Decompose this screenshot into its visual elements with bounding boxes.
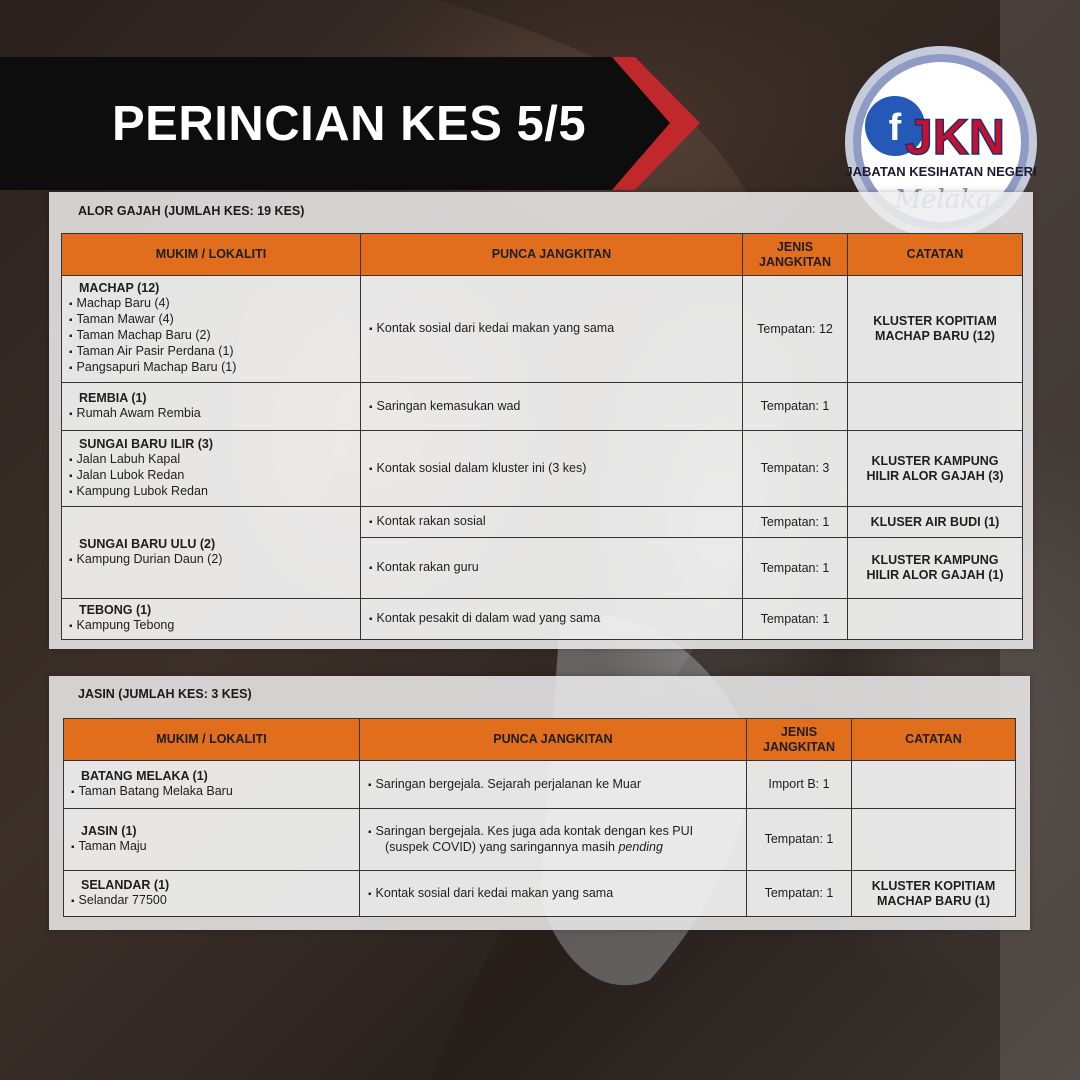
type-cell: Tempatan: 1 bbox=[743, 599, 848, 640]
table-row bbox=[62, 383, 1023, 431]
note-cell: KLUSTER KAMPUNG HILIR ALOR GAJAH (1) bbox=[848, 538, 1023, 599]
location-cell bbox=[64, 761, 360, 809]
table-row bbox=[64, 809, 1016, 871]
source-cell bbox=[361, 383, 743, 431]
table-row bbox=[64, 871, 1016, 917]
page-title: PERINCIAN KES 5/5 bbox=[112, 97, 587, 151]
type-cell: Tempatan: 1 bbox=[743, 507, 848, 538]
logo-subtitle: JABATAN KESIHATAN NEGERI bbox=[845, 164, 1037, 179]
mukim-title: TEBONG (1) bbox=[79, 603, 152, 617]
location-cell bbox=[62, 276, 361, 383]
note-cell bbox=[852, 761, 1016, 809]
source-cell bbox=[361, 599, 743, 640]
mukim-title: BATANG MELAKA (1) bbox=[81, 768, 208, 783]
mukim-title: SELANDAR (1) bbox=[81, 877, 170, 892]
column-header-type: JENIS JANGKITAN bbox=[747, 719, 852, 761]
mukim-title: SUNGAI BARU ILIR (3) bbox=[79, 436, 214, 451]
column-header-note: CATATAN bbox=[848, 234, 1023, 276]
column-header-type: JENIS JANGKITAN bbox=[743, 234, 848, 276]
source-cell bbox=[361, 507, 743, 538]
type-cell: Tempatan: 3 bbox=[743, 431, 848, 507]
mukim-title: JASIN (1) bbox=[81, 823, 137, 838]
source-text: ▪ Kontak pesakit di dalam wad yang sama bbox=[369, 611, 600, 625]
locality-item: ▪ Taman Maju bbox=[71, 839, 353, 855]
locality-item: ▪ Taman Machap Baru (2) bbox=[69, 328, 354, 344]
locality-item: ▪ Taman Mawar (4) bbox=[69, 312, 354, 328]
source-text: ▪ Saringan bergejala. Sejarah perjalanan ke Muar bbox=[368, 777, 641, 791]
alor-gajah-heading: ALOR GAJAH (JUMLAH KES: 19 KES) bbox=[78, 204, 305, 218]
type-cell: Tempatan: 1 bbox=[747, 871, 852, 917]
note-cell: KLUSTER KOPITIAM MACHAP BARU (1) bbox=[852, 871, 1016, 917]
source-text: ▪ Kontak rakan sosial bbox=[369, 514, 486, 528]
locality-item: ▪ Kampung Tebong bbox=[69, 618, 354, 634]
note-cell: KLUSTER KAMPUNG HILIR ALOR GAJAH (3) bbox=[848, 431, 1023, 507]
note-cell bbox=[848, 599, 1023, 640]
column-header-note: CATATAN bbox=[852, 719, 1016, 761]
alor-gajah-panel bbox=[49, 192, 1033, 649]
table-row bbox=[62, 507, 1023, 538]
source-cell bbox=[360, 761, 747, 809]
location-cell bbox=[62, 507, 361, 599]
logo-name: JKN bbox=[904, 109, 1006, 165]
location-cell bbox=[62, 599, 361, 640]
jasin-panel bbox=[49, 676, 1030, 930]
table-row bbox=[62, 431, 1023, 507]
locality-item: ▪ Pangsapuri Machap Baru (1) bbox=[69, 360, 354, 376]
source-text: ▪ Saringan kemasukan wad bbox=[369, 399, 520, 413]
note-cell: KLUSER AIR BUDI (1) bbox=[848, 507, 1023, 538]
locality-item: ▪ Machap Baru (4) bbox=[69, 296, 354, 312]
source-cell bbox=[361, 276, 743, 383]
type-cell: Tempatan: 1 bbox=[747, 809, 852, 871]
locality-item: ▪ Taman Batang Melaka Baru bbox=[71, 784, 353, 800]
type-cell: Import B: 1 bbox=[747, 761, 852, 809]
locality-item: ▪ Taman Air Pasir Perdana (1) bbox=[69, 344, 354, 360]
svg-text:f: f bbox=[888, 107, 902, 149]
table-header-row bbox=[64, 719, 1016, 761]
location-cell bbox=[64, 871, 360, 917]
source-text-continued bbox=[368, 840, 746, 855]
column-header-source: PUNCA JANGKITAN bbox=[360, 719, 747, 761]
type-cell: Tempatan: 12 bbox=[743, 276, 848, 383]
jasin-heading: JASIN (JUMLAH KES: 3 KES) bbox=[78, 687, 252, 701]
table-row bbox=[62, 599, 1023, 640]
source-cell bbox=[360, 871, 747, 917]
locality-item: ▪ Jalan Labuh Kapal bbox=[69, 452, 354, 468]
locality-item: ▪ Selandar 77500 bbox=[71, 893, 353, 909]
source-text-line2: (suspek COVID) yang saringannya masih bbox=[385, 840, 615, 854]
source-cell bbox=[360, 809, 747, 871]
jasin-table bbox=[63, 718, 1016, 917]
table-row bbox=[64, 761, 1016, 809]
type-cell: Tempatan: 1 bbox=[743, 538, 848, 599]
source-text: ▪ Kontak sosial dalam kluster ini (3 kes) bbox=[369, 461, 586, 475]
mukim-title: REMBIA (1) bbox=[79, 390, 147, 405]
mukim-title: MACHAP (12) bbox=[79, 281, 160, 295]
table-header-row bbox=[62, 234, 1023, 276]
source-cell bbox=[361, 538, 743, 599]
locality-item: ▪ Rumah Awam Rembia bbox=[69, 406, 354, 422]
note-cell bbox=[852, 809, 1016, 871]
source-text: ▪ Kontak rakan guru bbox=[369, 560, 479, 574]
column-header-source: PUNCA JANGKITAN bbox=[361, 234, 743, 276]
source-cell bbox=[361, 431, 743, 507]
locality-item: ▪ Kampung Durian Daun (2) bbox=[69, 552, 354, 568]
mukim-title: SUNGAI BARU ULU (2) bbox=[79, 536, 216, 551]
location-cell bbox=[64, 809, 360, 871]
location-cell bbox=[62, 431, 361, 507]
alor-gajah-table bbox=[61, 233, 1023, 640]
locality-item: ▪ Jalan Lubok Redan bbox=[69, 468, 354, 484]
note-cell: KLUSTER KOPITIAM MACHAP BARU (12) bbox=[848, 276, 1023, 383]
table-row bbox=[62, 276, 1023, 383]
source-text-emphasis: pending bbox=[618, 840, 663, 854]
column-header-location: MUKIM / LOKALITI bbox=[64, 719, 360, 761]
source-text: ▪ Kontak sosial dari kedai makan yang sama bbox=[368, 886, 613, 900]
column-header-location: MUKIM / LOKALITI bbox=[62, 234, 361, 276]
locality-item: ▪ Kampung Lubok Redan bbox=[69, 484, 354, 500]
note-cell bbox=[848, 383, 1023, 431]
source-text: ▪ Saringan bergejala. Kes juga ada kontak dengan kes PUI bbox=[368, 824, 693, 838]
location-cell bbox=[62, 383, 361, 431]
source-text: ▪ Kontak sosial dari kedai makan yang sama bbox=[369, 321, 614, 335]
type-cell: Tempatan: 1 bbox=[743, 383, 848, 431]
